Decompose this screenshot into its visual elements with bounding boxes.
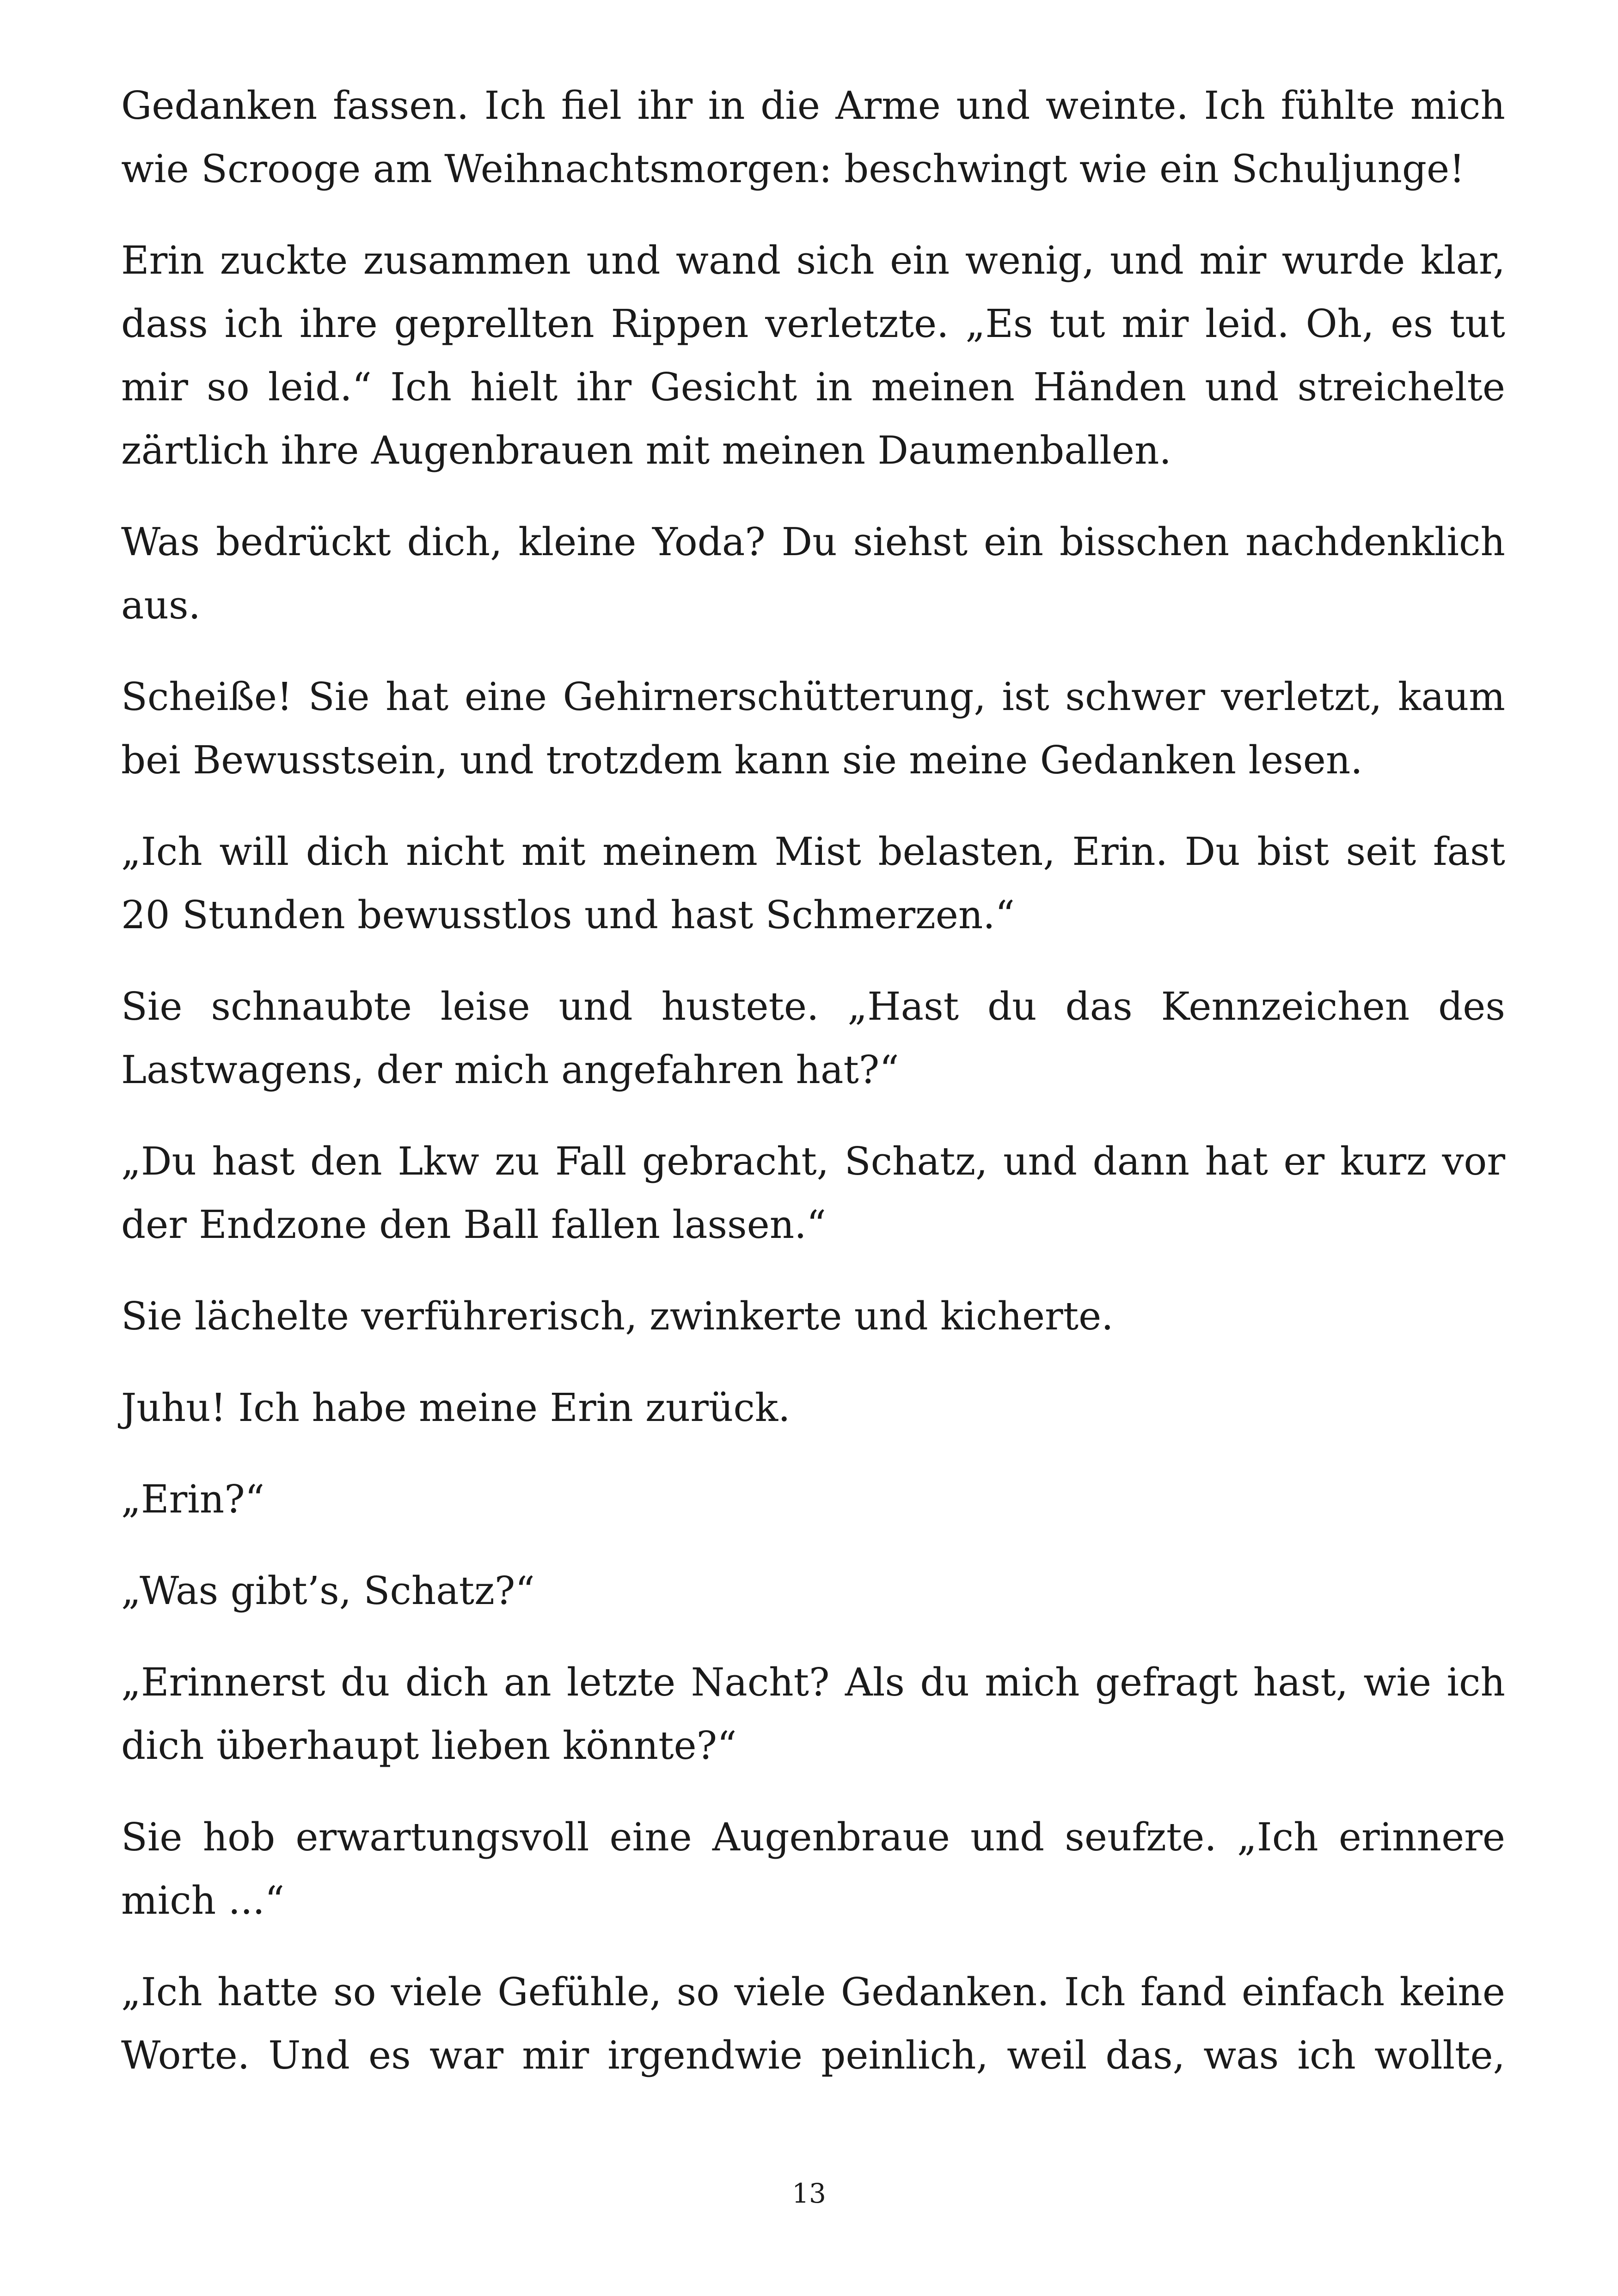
paragraph: Juhu! Ich habe meine Erin zurück. bbox=[121, 1385, 791, 1430]
paragraph: Gedanken fassen. Ich fiel ihr in die Arme und weinte. Ich fühlte mich wie Scrooge am Weihnachtsmorgen: beschwingt wie ein Schuljunge! bbox=[121, 83, 1505, 191]
paragraph: Sie hob erwartungsvoll eine Augenbraue und seufzte. „Ich erinnere mich ...“ bbox=[121, 1815, 1505, 1923]
paragraph: „Ich will dich nicht mit meinem Mist belasten, Erin. Du bist seit fast 20 Stunden bewusstlos und hast Schmerzen.“ bbox=[121, 829, 1505, 937]
paragraph: „Erinnerst du dich an letzte Nacht? Als du mich gefragt hast, wie ich dich überhaupt lieben könnte?“ bbox=[121, 1660, 1505, 1768]
paragraph: Scheiße! Sie hat eine Gehirnerschütterung, ist schwer verletzt, kaum bei Bewusstsein, und trotzdem kann sie meine Gedanken lesen. bbox=[121, 674, 1505, 783]
page-number: 13 bbox=[792, 2178, 826, 2209]
paragraph: Was bedrückt dich, kleine Yoda? Du siehst ein bisschen nachdenklich aus. bbox=[121, 520, 1505, 628]
paragraph: „Ich hatte so viele Gefühle, so viele Gedanken. Ich fand einfach keine Worte. Und es war mir irgendwie peinlich, weil das, was ich wollte, bbox=[121, 1970, 1505, 2078]
body-text bbox=[121, 74, 1505, 2087]
paragraph: „Du hast den Lkw zu Fall gebracht, Schatz, und dann hat er kurz vor der Endzone den Ball fallen lassen.“ bbox=[121, 1139, 1505, 1247]
paragraph: Sie schnaubte leise und hustete. „Hast du das Kennzeichen des Lastwagens, der mich angefahren hat?“ bbox=[121, 984, 1505, 1092]
paragraph: Sie lächelte verführerisch, zwinkerte und kicherte. bbox=[121, 1294, 1114, 1339]
paragraph: „Erin?“ bbox=[121, 1477, 265, 1522]
paragraph: Erin zuckte zusammen und wand sich ein wenig, und mir wurde klar, dass ich ihre geprellten Rippen verletzte. „Es tut mir leid. Oh, es tut mir so leid.“ Ich hielt ihr Gesicht in meinen Händen und streichelte zärtlich ihre Augenbrauen mit meinen Daumenballen. bbox=[121, 238, 1505, 473]
paragraph: „Was gibt’s, Schatz?“ bbox=[121, 1568, 535, 1613]
